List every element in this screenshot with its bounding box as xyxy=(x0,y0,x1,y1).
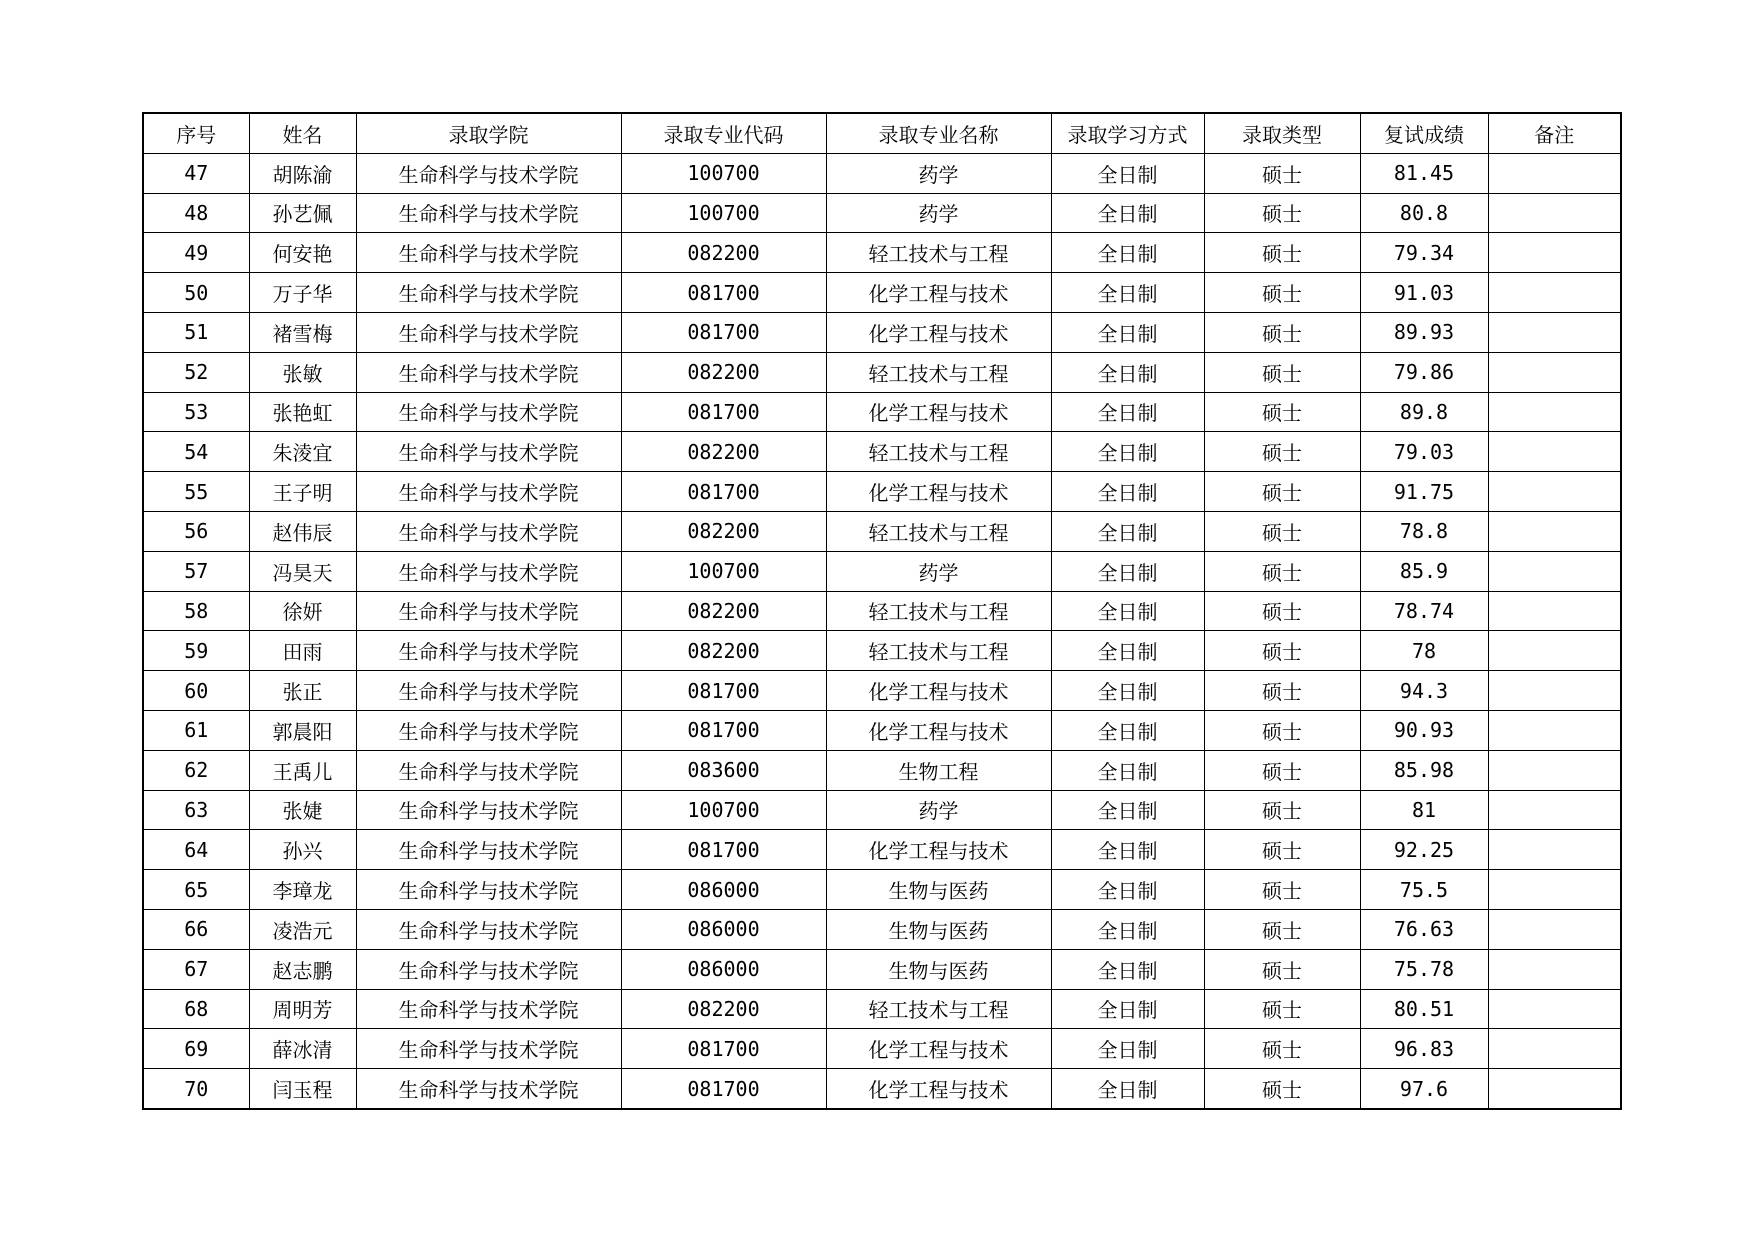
header-seq: 序号 xyxy=(143,113,249,153)
cell-name: 赵伟辰 xyxy=(249,511,356,551)
cell-major-name: 药学 xyxy=(826,551,1051,591)
cell-remark xyxy=(1488,710,1621,750)
cell-seq: 60 xyxy=(143,671,249,711)
cell-major-code: 086000 xyxy=(621,949,826,989)
cell-name: 王禹儿 xyxy=(249,750,356,790)
cell-admit-type: 硕士 xyxy=(1204,870,1360,910)
cell-study-mode: 全日制 xyxy=(1051,511,1204,551)
cell-retest-score: 79.86 xyxy=(1360,352,1488,392)
cell-name: 李璋龙 xyxy=(249,870,356,910)
cell-major-name: 化学工程与技术 xyxy=(826,1029,1051,1069)
cell-seq: 54 xyxy=(143,432,249,472)
cell-retest-score: 79.34 xyxy=(1360,233,1488,273)
cell-seq: 53 xyxy=(143,392,249,432)
cell-major-code: 100700 xyxy=(621,193,826,233)
cell-major-code: 082200 xyxy=(621,511,826,551)
table-row xyxy=(143,909,1621,949)
table-row xyxy=(143,710,1621,750)
cell-name: 郭晨阳 xyxy=(249,710,356,750)
table-body xyxy=(143,153,1621,1109)
cell-major-code: 082200 xyxy=(621,631,826,671)
cell-seq: 48 xyxy=(143,193,249,233)
cell-name: 孙艺佩 xyxy=(249,193,356,233)
table-row xyxy=(143,392,1621,432)
cell-admit-type: 硕士 xyxy=(1204,312,1360,352)
cell-name: 薛冰清 xyxy=(249,1029,356,1069)
cell-seq: 58 xyxy=(143,591,249,631)
cell-college: 生命科学与技术学院 xyxy=(356,551,621,591)
cell-major-code: 082200 xyxy=(621,989,826,1029)
cell-seq: 62 xyxy=(143,750,249,790)
cell-remark xyxy=(1488,591,1621,631)
cell-college: 生命科学与技术学院 xyxy=(356,631,621,671)
cell-seq: 70 xyxy=(143,1069,249,1109)
cell-retest-score: 89.93 xyxy=(1360,312,1488,352)
cell-remark xyxy=(1488,511,1621,551)
cell-study-mode: 全日制 xyxy=(1051,750,1204,790)
cell-college: 生命科学与技术学院 xyxy=(356,233,621,273)
cell-major-code: 081700 xyxy=(621,392,826,432)
cell-major-name: 化学工程与技术 xyxy=(826,830,1051,870)
cell-name: 胡陈渝 xyxy=(249,153,356,193)
cell-major-name: 轻工技术与工程 xyxy=(826,432,1051,472)
cell-study-mode: 全日制 xyxy=(1051,392,1204,432)
cell-seq: 55 xyxy=(143,472,249,512)
cell-major-code: 081700 xyxy=(621,273,826,313)
header-major-name: 录取专业名称 xyxy=(826,113,1051,153)
cell-major-name: 化学工程与技术 xyxy=(826,312,1051,352)
cell-college: 生命科学与技术学院 xyxy=(356,591,621,631)
cell-major-code: 100700 xyxy=(621,153,826,193)
cell-remark xyxy=(1488,312,1621,352)
cell-remark xyxy=(1488,392,1621,432)
cell-study-mode: 全日制 xyxy=(1051,909,1204,949)
cell-admit-type: 硕士 xyxy=(1204,273,1360,313)
cell-major-name: 化学工程与技术 xyxy=(826,273,1051,313)
cell-retest-score: 75.78 xyxy=(1360,949,1488,989)
cell-name: 张敏 xyxy=(249,352,356,392)
cell-admit-type: 硕士 xyxy=(1204,631,1360,671)
cell-major-code: 082200 xyxy=(621,591,826,631)
table-row xyxy=(143,1029,1621,1069)
cell-major-name: 轻工技术与工程 xyxy=(826,631,1051,671)
cell-seq: 61 xyxy=(143,710,249,750)
cell-remark xyxy=(1488,1069,1621,1109)
cell-major-name: 药学 xyxy=(826,193,1051,233)
table-row xyxy=(143,591,1621,631)
cell-college: 生命科学与技术学院 xyxy=(356,511,621,551)
cell-study-mode: 全日制 xyxy=(1051,551,1204,591)
cell-remark xyxy=(1488,631,1621,671)
cell-study-mode: 全日制 xyxy=(1051,352,1204,392)
cell-seq: 63 xyxy=(143,790,249,830)
cell-major-name: 轻工技术与工程 xyxy=(826,591,1051,631)
table-row xyxy=(143,193,1621,233)
table-row xyxy=(143,870,1621,910)
cell-retest-score: 79.03 xyxy=(1360,432,1488,472)
cell-major-code: 081700 xyxy=(621,671,826,711)
cell-major-code: 086000 xyxy=(621,870,826,910)
cell-remark xyxy=(1488,989,1621,1029)
cell-major-name: 轻工技术与工程 xyxy=(826,511,1051,551)
cell-admit-type: 硕士 xyxy=(1204,591,1360,631)
cell-remark xyxy=(1488,949,1621,989)
cell-major-code: 082200 xyxy=(621,432,826,472)
cell-remark xyxy=(1488,830,1621,870)
cell-seq: 69 xyxy=(143,1029,249,1069)
cell-remark xyxy=(1488,551,1621,591)
cell-retest-score: 91.03 xyxy=(1360,273,1488,313)
cell-major-name: 化学工程与技术 xyxy=(826,671,1051,711)
table-row xyxy=(143,511,1621,551)
cell-major-code: 086000 xyxy=(621,909,826,949)
cell-admit-type: 硕士 xyxy=(1204,392,1360,432)
cell-remark xyxy=(1488,233,1621,273)
cell-major-code: 081700 xyxy=(621,472,826,512)
cell-admit-type: 硕士 xyxy=(1204,830,1360,870)
cell-study-mode: 全日制 xyxy=(1051,432,1204,472)
cell-remark xyxy=(1488,472,1621,512)
cell-retest-score: 78 xyxy=(1360,631,1488,671)
cell-college: 生命科学与技术学院 xyxy=(356,1069,621,1109)
cell-name: 张婕 xyxy=(249,790,356,830)
cell-admit-type: 硕士 xyxy=(1204,153,1360,193)
table-row xyxy=(143,1069,1621,1109)
cell-retest-score: 81 xyxy=(1360,790,1488,830)
cell-major-code: 100700 xyxy=(621,551,826,591)
cell-seq: 51 xyxy=(143,312,249,352)
cell-admit-type: 硕士 xyxy=(1204,909,1360,949)
cell-name: 王子明 xyxy=(249,472,356,512)
cell-major-name: 化学工程与技术 xyxy=(826,710,1051,750)
cell-college: 生命科学与技术学院 xyxy=(356,193,621,233)
cell-college: 生命科学与技术学院 xyxy=(356,830,621,870)
cell-retest-score: 90.93 xyxy=(1360,710,1488,750)
cell-major-name: 轻工技术与工程 xyxy=(826,989,1051,1029)
table-row xyxy=(143,273,1621,313)
table-row xyxy=(143,949,1621,989)
cell-name: 万子华 xyxy=(249,273,356,313)
cell-admit-type: 硕士 xyxy=(1204,551,1360,591)
cell-seq: 50 xyxy=(143,273,249,313)
cell-college: 生命科学与技术学院 xyxy=(356,949,621,989)
cell-major-name: 生物与医药 xyxy=(826,870,1051,910)
table-row xyxy=(143,432,1621,472)
cell-seq: 49 xyxy=(143,233,249,273)
table-row xyxy=(143,671,1621,711)
cell-name: 褚雪梅 xyxy=(249,312,356,352)
header-study-mode: 录取学习方式 xyxy=(1051,113,1204,153)
cell-seq: 68 xyxy=(143,989,249,1029)
cell-name: 孙兴 xyxy=(249,830,356,870)
cell-retest-score: 92.25 xyxy=(1360,830,1488,870)
cell-admit-type: 硕士 xyxy=(1204,1029,1360,1069)
cell-retest-score: 89.8 xyxy=(1360,392,1488,432)
table-row xyxy=(143,472,1621,512)
cell-admit-type: 硕士 xyxy=(1204,1069,1360,1109)
cell-study-mode: 全日制 xyxy=(1051,870,1204,910)
cell-seq: 47 xyxy=(143,153,249,193)
cell-college: 生命科学与技术学院 xyxy=(356,909,621,949)
cell-college: 生命科学与技术学院 xyxy=(356,472,621,512)
cell-remark xyxy=(1488,750,1621,790)
cell-major-code: 082200 xyxy=(621,352,826,392)
cell-study-mode: 全日制 xyxy=(1051,949,1204,989)
cell-admit-type: 硕士 xyxy=(1204,511,1360,551)
cell-college: 生命科学与技术学院 xyxy=(356,671,621,711)
cell-college: 生命科学与技术学院 xyxy=(356,273,621,313)
cell-major-name: 生物工程 xyxy=(826,750,1051,790)
table-row xyxy=(143,750,1621,790)
cell-remark xyxy=(1488,193,1621,233)
cell-college: 生命科学与技术学院 xyxy=(356,989,621,1029)
header-row xyxy=(143,113,1621,153)
cell-college: 生命科学与技术学院 xyxy=(356,352,621,392)
cell-seq: 65 xyxy=(143,870,249,910)
cell-admit-type: 硕士 xyxy=(1204,472,1360,512)
cell-major-name: 药学 xyxy=(826,153,1051,193)
cell-retest-score: 97.6 xyxy=(1360,1069,1488,1109)
cell-major-code: 083600 xyxy=(621,750,826,790)
cell-college: 生命科学与技术学院 xyxy=(356,153,621,193)
cell-admit-type: 硕士 xyxy=(1204,671,1360,711)
cell-remark xyxy=(1488,671,1621,711)
cell-name: 周明芳 xyxy=(249,989,356,1029)
cell-remark xyxy=(1488,790,1621,830)
cell-retest-score: 76.63 xyxy=(1360,909,1488,949)
cell-admit-type: 硕士 xyxy=(1204,233,1360,273)
cell-seq: 67 xyxy=(143,949,249,989)
header-admit-type: 录取类型 xyxy=(1204,113,1360,153)
cell-college: 生命科学与技术学院 xyxy=(356,432,621,472)
table-row xyxy=(143,631,1621,671)
cell-seq: 52 xyxy=(143,352,249,392)
cell-retest-score: 91.75 xyxy=(1360,472,1488,512)
cell-name: 张正 xyxy=(249,671,356,711)
cell-name: 何安艳 xyxy=(249,233,356,273)
cell-admit-type: 硕士 xyxy=(1204,790,1360,830)
cell-retest-score: 78.74 xyxy=(1360,591,1488,631)
cell-study-mode: 全日制 xyxy=(1051,312,1204,352)
table-row xyxy=(143,830,1621,870)
cell-retest-score: 78.8 xyxy=(1360,511,1488,551)
cell-major-code: 082200 xyxy=(621,233,826,273)
cell-study-mode: 全日制 xyxy=(1051,1029,1204,1069)
cell-retest-score: 94.3 xyxy=(1360,671,1488,711)
cell-retest-score: 96.83 xyxy=(1360,1029,1488,1069)
cell-study-mode: 全日制 xyxy=(1051,671,1204,711)
cell-study-mode: 全日制 xyxy=(1051,790,1204,830)
header-name: 姓名 xyxy=(249,113,356,153)
cell-major-name: 生物与医药 xyxy=(826,949,1051,989)
cell-college: 生命科学与技术学院 xyxy=(356,870,621,910)
cell-study-mode: 全日制 xyxy=(1051,830,1204,870)
cell-admit-type: 硕士 xyxy=(1204,989,1360,1029)
cell-college: 生命科学与技术学院 xyxy=(356,392,621,432)
table-row xyxy=(143,233,1621,273)
cell-name: 闫玉程 xyxy=(249,1069,356,1109)
cell-study-mode: 全日制 xyxy=(1051,153,1204,193)
cell-major-name: 药学 xyxy=(826,790,1051,830)
cell-seq: 59 xyxy=(143,631,249,671)
cell-major-name: 轻工技术与工程 xyxy=(826,233,1051,273)
cell-remark xyxy=(1488,870,1621,910)
cell-study-mode: 全日制 xyxy=(1051,472,1204,512)
cell-major-name: 化学工程与技术 xyxy=(826,392,1051,432)
cell-study-mode: 全日制 xyxy=(1051,989,1204,1029)
table-row xyxy=(143,352,1621,392)
cell-remark xyxy=(1488,432,1621,472)
cell-retest-score: 81.45 xyxy=(1360,153,1488,193)
cell-college: 生命科学与技术学院 xyxy=(356,312,621,352)
cell-retest-score: 75.5 xyxy=(1360,870,1488,910)
cell-retest-score: 85.98 xyxy=(1360,750,1488,790)
cell-study-mode: 全日制 xyxy=(1051,631,1204,671)
cell-admit-type: 硕士 xyxy=(1204,710,1360,750)
cell-study-mode: 全日制 xyxy=(1051,710,1204,750)
header-college: 录取学院 xyxy=(356,113,621,153)
cell-major-code: 081700 xyxy=(621,830,826,870)
cell-major-name: 化学工程与技术 xyxy=(826,1069,1051,1109)
cell-college: 生命科学与技术学院 xyxy=(356,790,621,830)
table-row xyxy=(143,551,1621,591)
cell-major-code: 081700 xyxy=(621,710,826,750)
cell-major-name: 化学工程与技术 xyxy=(826,472,1051,512)
cell-retest-score: 85.9 xyxy=(1360,551,1488,591)
cell-name: 赵志鹏 xyxy=(249,949,356,989)
table-row xyxy=(143,790,1621,830)
cell-remark xyxy=(1488,153,1621,193)
cell-college: 生命科学与技术学院 xyxy=(356,710,621,750)
table-row xyxy=(143,989,1621,1029)
cell-name: 冯昊天 xyxy=(249,551,356,591)
cell-admit-type: 硕士 xyxy=(1204,193,1360,233)
cell-retest-score: 80.51 xyxy=(1360,989,1488,1029)
cell-major-code: 081700 xyxy=(621,1069,826,1109)
cell-name: 凌浩元 xyxy=(249,909,356,949)
cell-major-code: 081700 xyxy=(621,312,826,352)
cell-college: 生命科学与技术学院 xyxy=(356,750,621,790)
cell-name: 朱淩宜 xyxy=(249,432,356,472)
cell-major-name: 轻工技术与工程 xyxy=(826,352,1051,392)
cell-retest-score: 80.8 xyxy=(1360,193,1488,233)
cell-study-mode: 全日制 xyxy=(1051,193,1204,233)
cell-major-code: 100700 xyxy=(621,790,826,830)
cell-admit-type: 硕士 xyxy=(1204,432,1360,472)
admission-table xyxy=(142,112,1622,1110)
cell-admit-type: 硕士 xyxy=(1204,750,1360,790)
cell-seq: 56 xyxy=(143,511,249,551)
header-retest-score: 复试成绩 xyxy=(1360,113,1488,153)
cell-admit-type: 硕士 xyxy=(1204,352,1360,392)
cell-study-mode: 全日制 xyxy=(1051,1069,1204,1109)
cell-remark xyxy=(1488,352,1621,392)
cell-remark xyxy=(1488,909,1621,949)
cell-major-code: 081700 xyxy=(621,1029,826,1069)
header-major-code: 录取专业代码 xyxy=(621,113,826,153)
cell-name: 田雨 xyxy=(249,631,356,671)
cell-name: 张艳虹 xyxy=(249,392,356,432)
cell-seq: 66 xyxy=(143,909,249,949)
cell-study-mode: 全日制 xyxy=(1051,233,1204,273)
cell-remark xyxy=(1488,1029,1621,1069)
header-remark: 备注 xyxy=(1488,113,1621,153)
cell-study-mode: 全日制 xyxy=(1051,591,1204,631)
table-row xyxy=(143,312,1621,352)
cell-study-mode: 全日制 xyxy=(1051,273,1204,313)
cell-remark xyxy=(1488,273,1621,313)
cell-college: 生命科学与技术学院 xyxy=(356,1029,621,1069)
cell-name: 徐妍 xyxy=(249,591,356,631)
cell-seq: 57 xyxy=(143,551,249,591)
table-row xyxy=(143,153,1621,193)
cell-admit-type: 硕士 xyxy=(1204,949,1360,989)
cell-major-name: 生物与医药 xyxy=(826,909,1051,949)
cell-seq: 64 xyxy=(143,830,249,870)
